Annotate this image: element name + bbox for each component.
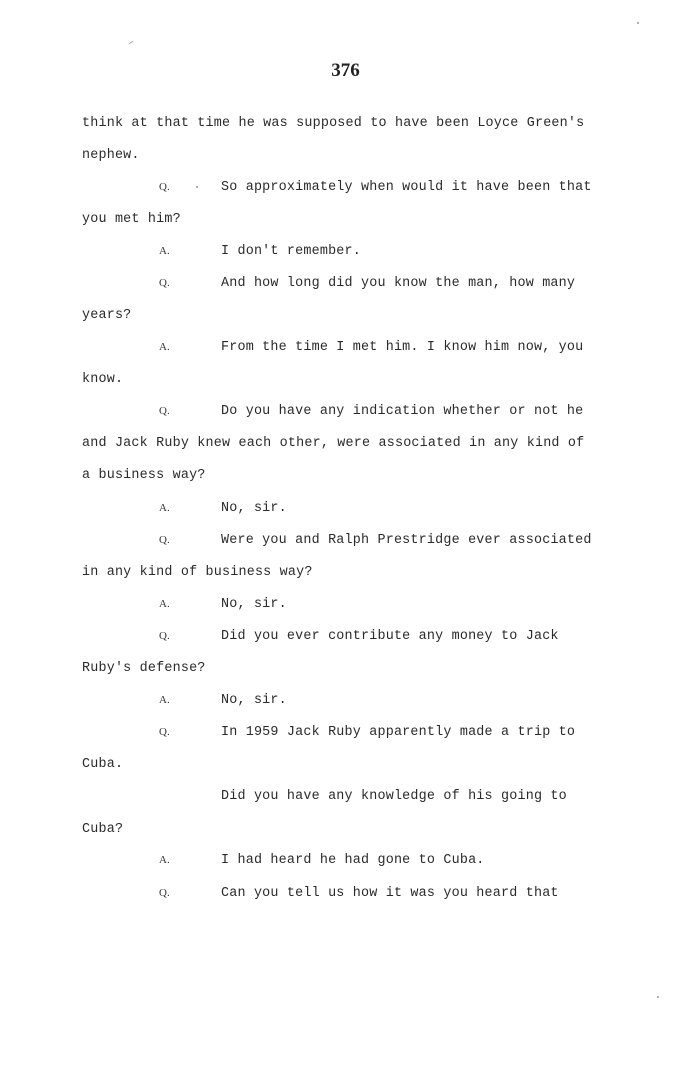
transcript-line: Were you and Ralph Prestridge ever associated (221, 533, 592, 548)
transcript-line: In 1959 Jack Ruby apparently made a trip to (221, 725, 576, 740)
transcript-line: years? (82, 308, 132, 323)
transcript-line: No, sir. (221, 501, 287, 516)
speaker-label: A. (159, 854, 170, 866)
page-number: 376 (331, 60, 360, 81)
transcript-line: Can you tell us how it was you heard that (221, 886, 559, 901)
transcript-line: And how long did you know the man, how many (221, 276, 576, 291)
speaker-label: Q. (159, 534, 170, 546)
transcript-line: know. (82, 372, 124, 387)
transcript-line: a business way? (82, 468, 206, 483)
transcript-line: I don't remember. (221, 244, 362, 259)
speaker-label: A. (159, 502, 170, 514)
scan-speck (128, 40, 133, 44)
transcript-line: in any kind of business way? (82, 565, 313, 580)
transcript-line: you met him? (82, 212, 181, 227)
transcript-line: From the time I met him. I know him now, you (221, 340, 584, 355)
transcript-line: Did you have any knowledge of his going to (221, 789, 567, 804)
transcript-line: Ruby's defense? (82, 661, 206, 676)
transcript-line: Do you have any indication whether or not he (221, 404, 584, 419)
transcript-line: Cuba. (82, 757, 124, 772)
speaker-label: A. (159, 598, 170, 610)
scan-speck (196, 186, 198, 188)
transcript-line: nephew. (82, 148, 140, 163)
speaker-label: Q. (159, 181, 170, 193)
speaker-label: Q. (159, 726, 170, 738)
scan-speck (637, 22, 639, 24)
transcript-line: Cuba? (82, 822, 124, 837)
speaker-label: Q. (159, 405, 170, 417)
speaker-label: A. (159, 341, 170, 353)
transcript-line: No, sir. (221, 693, 287, 708)
speaker-label: A. (159, 694, 170, 706)
transcript-line: Did you ever contribute any money to Jack (221, 629, 559, 644)
transcript-line: and Jack Ruby knew each other, were associated in any kind of (82, 436, 585, 451)
speaker-label: A. (159, 245, 170, 257)
transcript-line: I had heard he had gone to Cuba. (221, 853, 485, 868)
speaker-label: Q. (159, 277, 170, 289)
speaker-label: Q. (159, 630, 170, 642)
transcript-line: No, sir. (221, 597, 287, 612)
transcript-line: think at that time he was supposed to have been Loyce Green's (82, 116, 585, 131)
transcript-line: So approximately when would it have been that (221, 180, 592, 195)
scan-speck (657, 996, 659, 998)
speaker-label: Q. (159, 887, 170, 899)
